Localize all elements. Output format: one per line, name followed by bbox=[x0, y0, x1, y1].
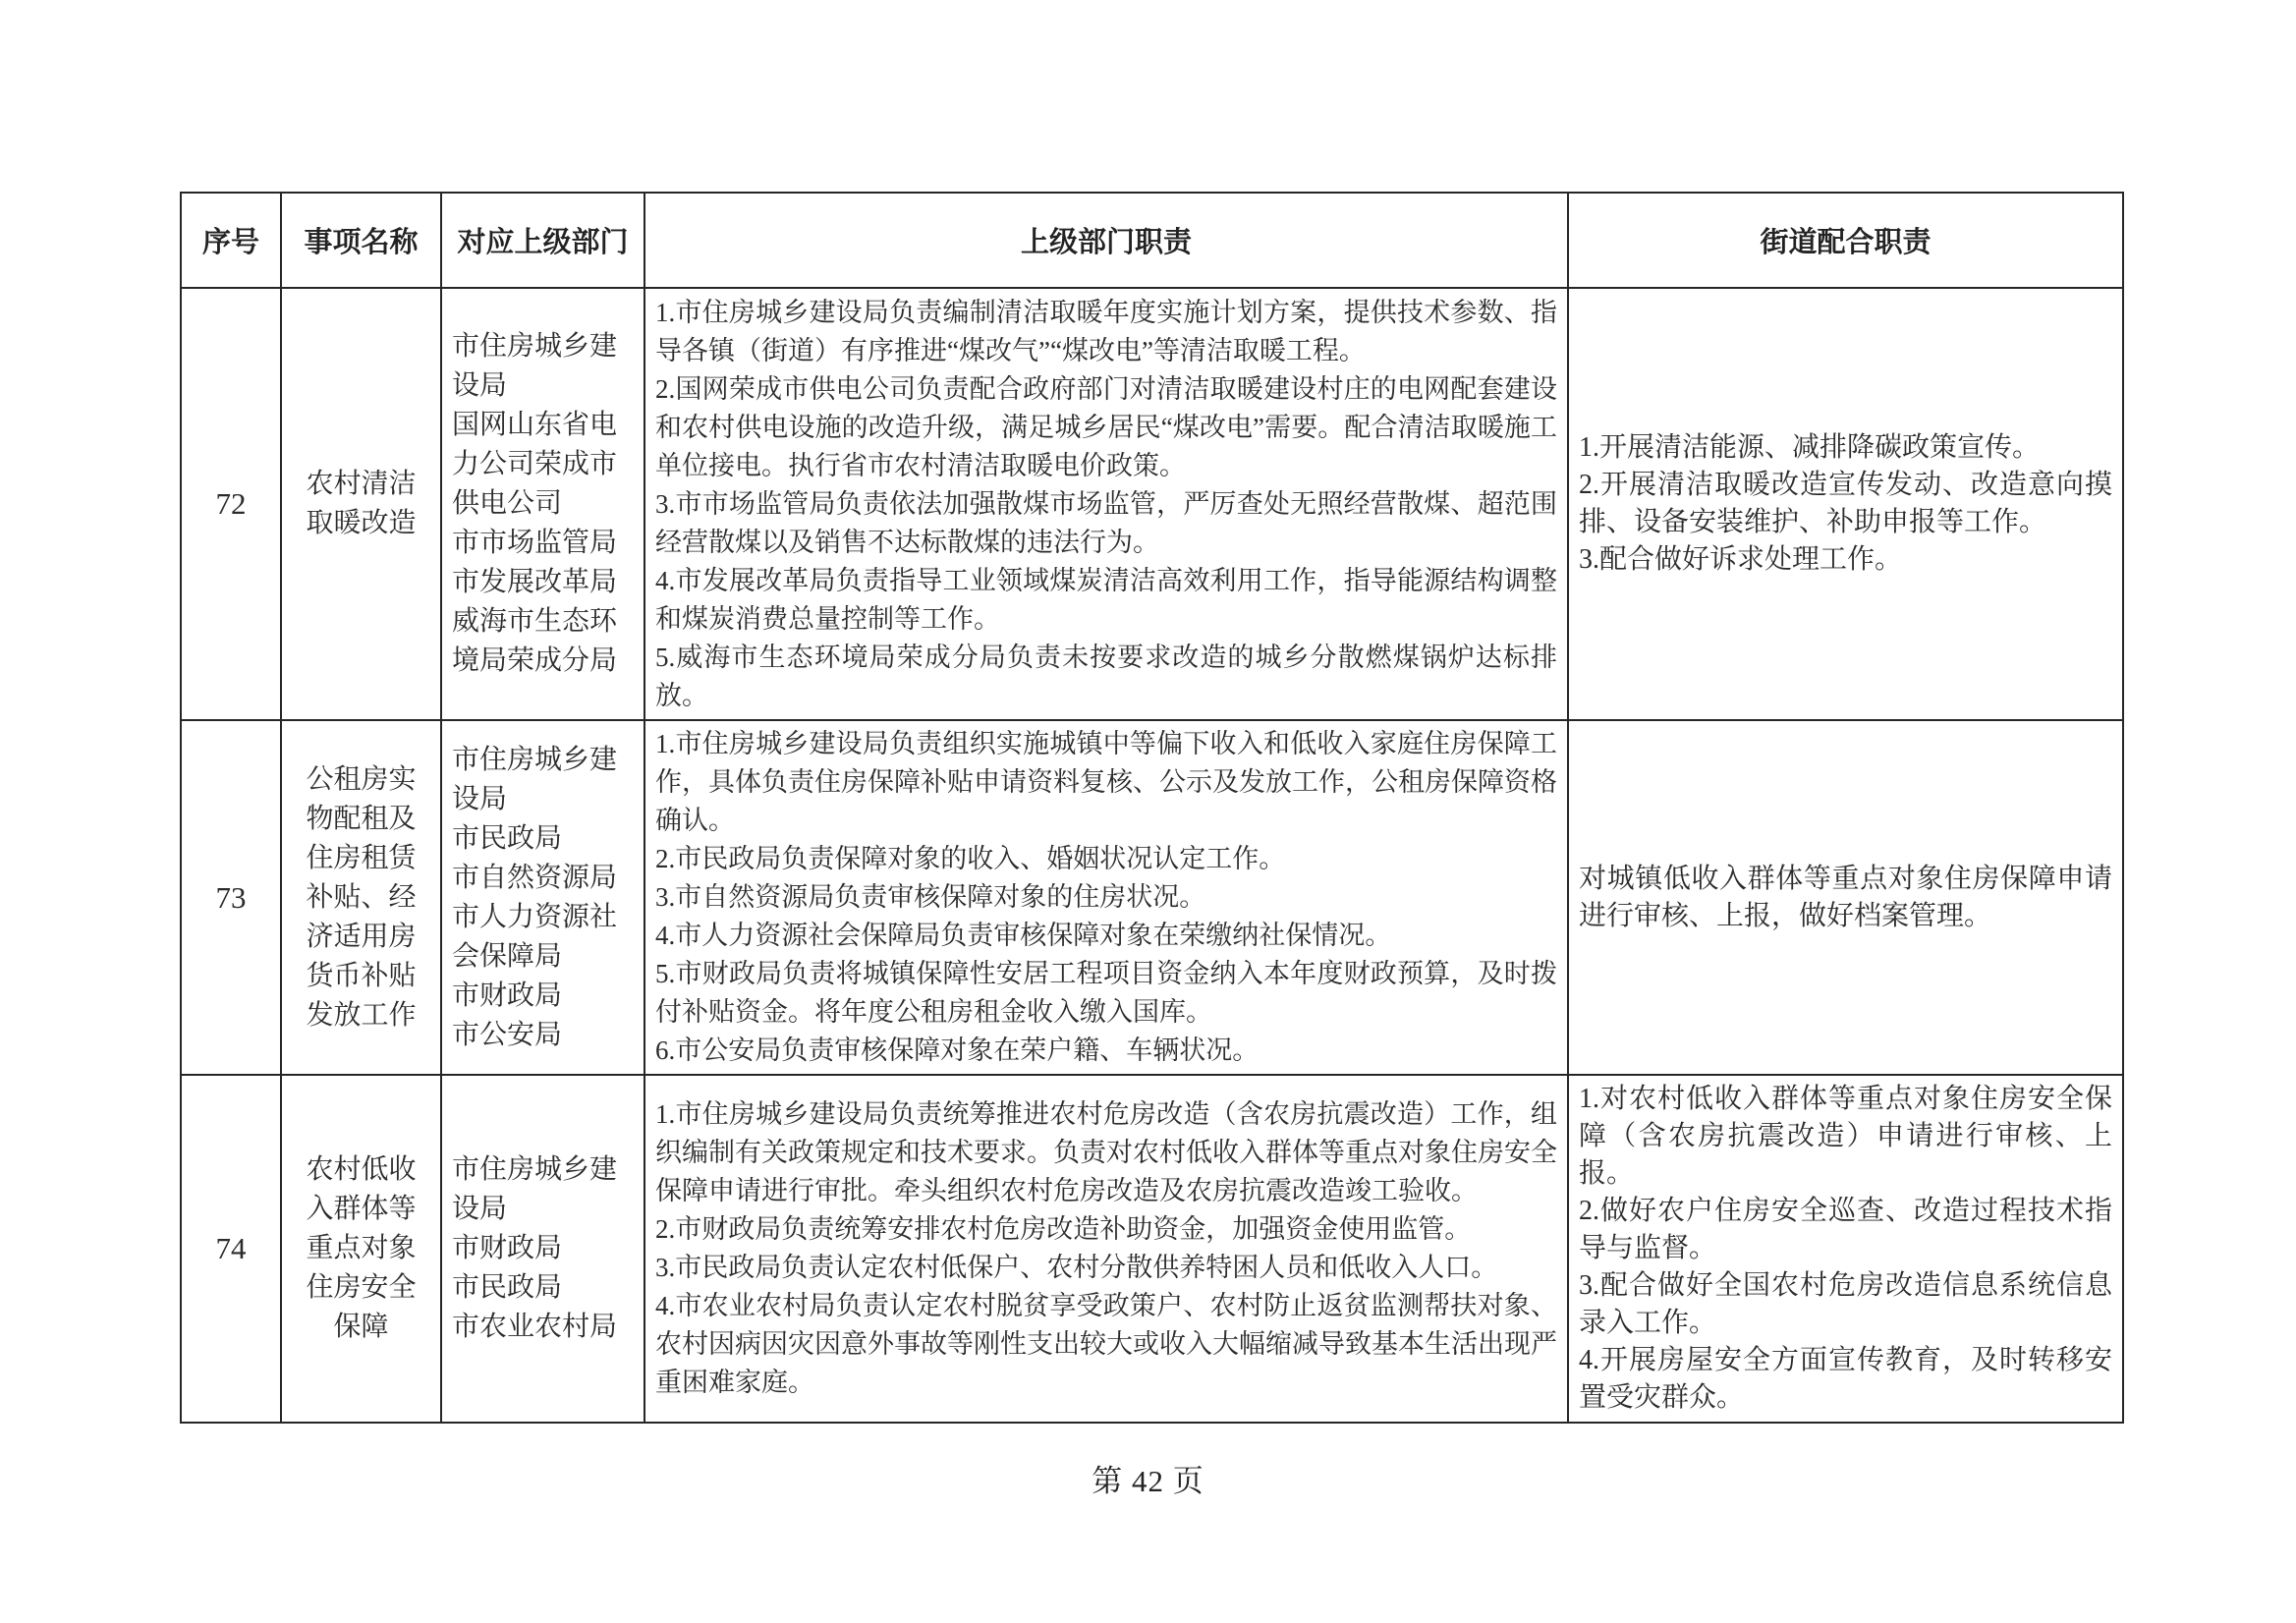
item-name: 公租房实物配租及住房租赁补贴、经济适用房货币补贴发放工作 bbox=[281, 720, 441, 1075]
text-line: 市住房城乡建设局 bbox=[452, 1154, 618, 1224]
text-line: 1.开展清洁能源、减排降碳政策宣传。 bbox=[1579, 432, 2041, 463]
superior-duties bbox=[644, 1075, 1568, 1423]
text-line: 威海市生态环境局荣成分局 bbox=[452, 606, 618, 676]
col-header-superior-dept: 对应上级部门 bbox=[441, 193, 644, 288]
text-line: 市财政局 bbox=[452, 979, 563, 1011]
col-header-item-name: 事项名称 bbox=[281, 193, 441, 288]
text-line: 4.市人力资源社会保障局负责审核保障对象在荣缴纳社保情况。 bbox=[655, 921, 1392, 950]
text-line: 4.开展房屋安全方面宣传教育，及时转移安置受灾群众。 bbox=[1579, 1345, 2112, 1413]
responsibility-table bbox=[180, 192, 2124, 1424]
row-serial: 73 bbox=[181, 720, 281, 1075]
text-line: 1.市住房城乡建设局负责组织实施城镇中等偏下收入和低收入家庭住房保障工作，具体负责住房保障补贴申请资料复核、公示及发放工作，公租房保障资格确认。 bbox=[655, 729, 1557, 835]
table-row bbox=[181, 720, 2123, 1075]
table-row bbox=[181, 288, 2123, 720]
text-line: 1.市住房城乡建设局负责统筹推进农村危房改造（含农房抗震改造）工作，组织编制有关政策规定和技术要求。负责对农村低收入群体等重点对象住房安全保障申请进行审批。牵头组织农村危房改造及农房抗震改造竣工验收。 bbox=[655, 1099, 1557, 1205]
street-duties bbox=[1568, 1075, 2123, 1423]
col-header-superior-duties: 上级部门职责 bbox=[644, 193, 1568, 288]
text-line: 3.市市场监管局负责依法加强散煤市场监管，严厉查处无照经营散煤、超范围经营散煤以及销售不达标散煤的违法行为。 bbox=[655, 488, 1557, 557]
col-header-street-duties: 街道配合职责 bbox=[1568, 193, 2123, 288]
text-line: 2.市民政局负责保障对象的收入、婚姻状况认定工作。 bbox=[655, 844, 1286, 873]
text-line: 4.市发展改革局负责指导工业领域煤炭清洁高效利用工作，指导能源结构调整和煤炭消费总量控制等工作。 bbox=[655, 565, 1557, 634]
text-line: 市市场监管局 bbox=[452, 528, 618, 558]
text-line: 市公安局 bbox=[452, 1019, 563, 1050]
text-line: 市农业农村局 bbox=[452, 1312, 618, 1342]
item-name: 农村低收入群体等重点对象住房安全保障 bbox=[281, 1075, 441, 1423]
text-line: 市人力资源社会保障局 bbox=[452, 901, 618, 972]
page-number: 第 42 页 bbox=[1092, 1464, 1204, 1498]
text-line: 3.配合做好全国农村危房改造信息系统信息录入工作。 bbox=[1579, 1270, 2112, 1338]
row-serial: 74 bbox=[181, 1075, 281, 1423]
text-line: 4.市农业农村局负责认定农村脱贫享受政策户、农村防止返贫监测帮扶对象、农村因病因灾因意外事故等刚性支出较大或收入大幅缩减导致基本生活出现严重困难家庭。 bbox=[655, 1291, 1557, 1397]
text-line: 2.开展清洁取暖改造宣传发动、改造意向摸排、设备安装维护、补助申报等工作。 bbox=[1579, 470, 2112, 537]
text-line: 5.威海市生态环境局荣成分局负责未按要求改造的城乡分散燃煤锅炉达标排放。 bbox=[655, 642, 1557, 710]
text-line: 3.配合做好诉求处理工作。 bbox=[1579, 544, 1903, 575]
text-line: 2.国网荣成市供电公司负责配合政府部门对清洁取暖建设村庄的电网配套建设和农村供电设施的改造升级，满足城乡居民“煤改电”需要。配合清洁取暖施工单位接电。执行省市农村清洁取暖电价政策。 bbox=[655, 373, 1557, 480]
text-line: 市自然资源局 bbox=[452, 862, 618, 893]
text-line: 市住房城乡建设局 bbox=[452, 744, 618, 814]
text-line: 市住房城乡建设局 bbox=[452, 331, 618, 401]
superior-duties bbox=[644, 288, 1568, 720]
row-serial: 72 bbox=[181, 288, 281, 720]
text-line: 对城镇低收入群体等重点对象住房保障申请进行审核、上报，做好档案管理。 bbox=[1579, 863, 2112, 931]
street-duties bbox=[1568, 720, 2123, 1075]
text-line: 1.对农村低收入群体等重点对象住房安全保障（含农房抗震改造）申请进行审核、上报。 bbox=[1579, 1084, 2112, 1189]
superior-departments bbox=[441, 720, 644, 1075]
text-line: 市民政局 bbox=[452, 822, 563, 854]
item-name: 农村清洁取暖改造 bbox=[281, 288, 441, 720]
text-line: 国网山东省电力公司荣成市供电公司 bbox=[452, 410, 618, 519]
text-line: 2.做好农户住房安全巡查、改造过程技术指导与监督。 bbox=[1579, 1196, 2112, 1263]
text-line: 市财政局 bbox=[452, 1233, 563, 1263]
text-line: 1.市住房城乡建设局负责编制清洁取暖年度实施计划方案，提供技术参数、指导各镇（街道）有序推进“煤改气”“煤改电”等清洁取暖工程。 bbox=[655, 297, 1557, 365]
superior-departments bbox=[441, 288, 644, 720]
header-row bbox=[181, 193, 2123, 288]
text-line: 2.市财政局负责统筹安排农村危房改造补助资金，加强资金使用监管。 bbox=[655, 1214, 1472, 1244]
text-line: 3.市自然资源局负责审核保障对象的住房状况。 bbox=[655, 882, 1206, 912]
col-header-serial: 序号 bbox=[181, 193, 281, 288]
text-line: 市民政局 bbox=[452, 1272, 563, 1303]
superior-duties bbox=[644, 720, 1568, 1075]
text-line: 3.市民政局负责认定农村低保户、农村分散供养特困人员和低收入人口。 bbox=[655, 1253, 1498, 1282]
street-duties bbox=[1568, 288, 2123, 720]
table-row bbox=[181, 1075, 2123, 1423]
text-line: 市发展改革局 bbox=[452, 567, 618, 597]
text-line: 6.市公安局负责审核保障对象在荣户籍、车辆状况。 bbox=[655, 1035, 1260, 1065]
text-line: 5.市财政局负责将城镇保障性安居工程项目资金纳入本年度财政预算，及时拨付补贴资金。将年度公租房租金收入缴入国库。 bbox=[655, 959, 1557, 1027]
superior-departments bbox=[441, 1075, 644, 1423]
